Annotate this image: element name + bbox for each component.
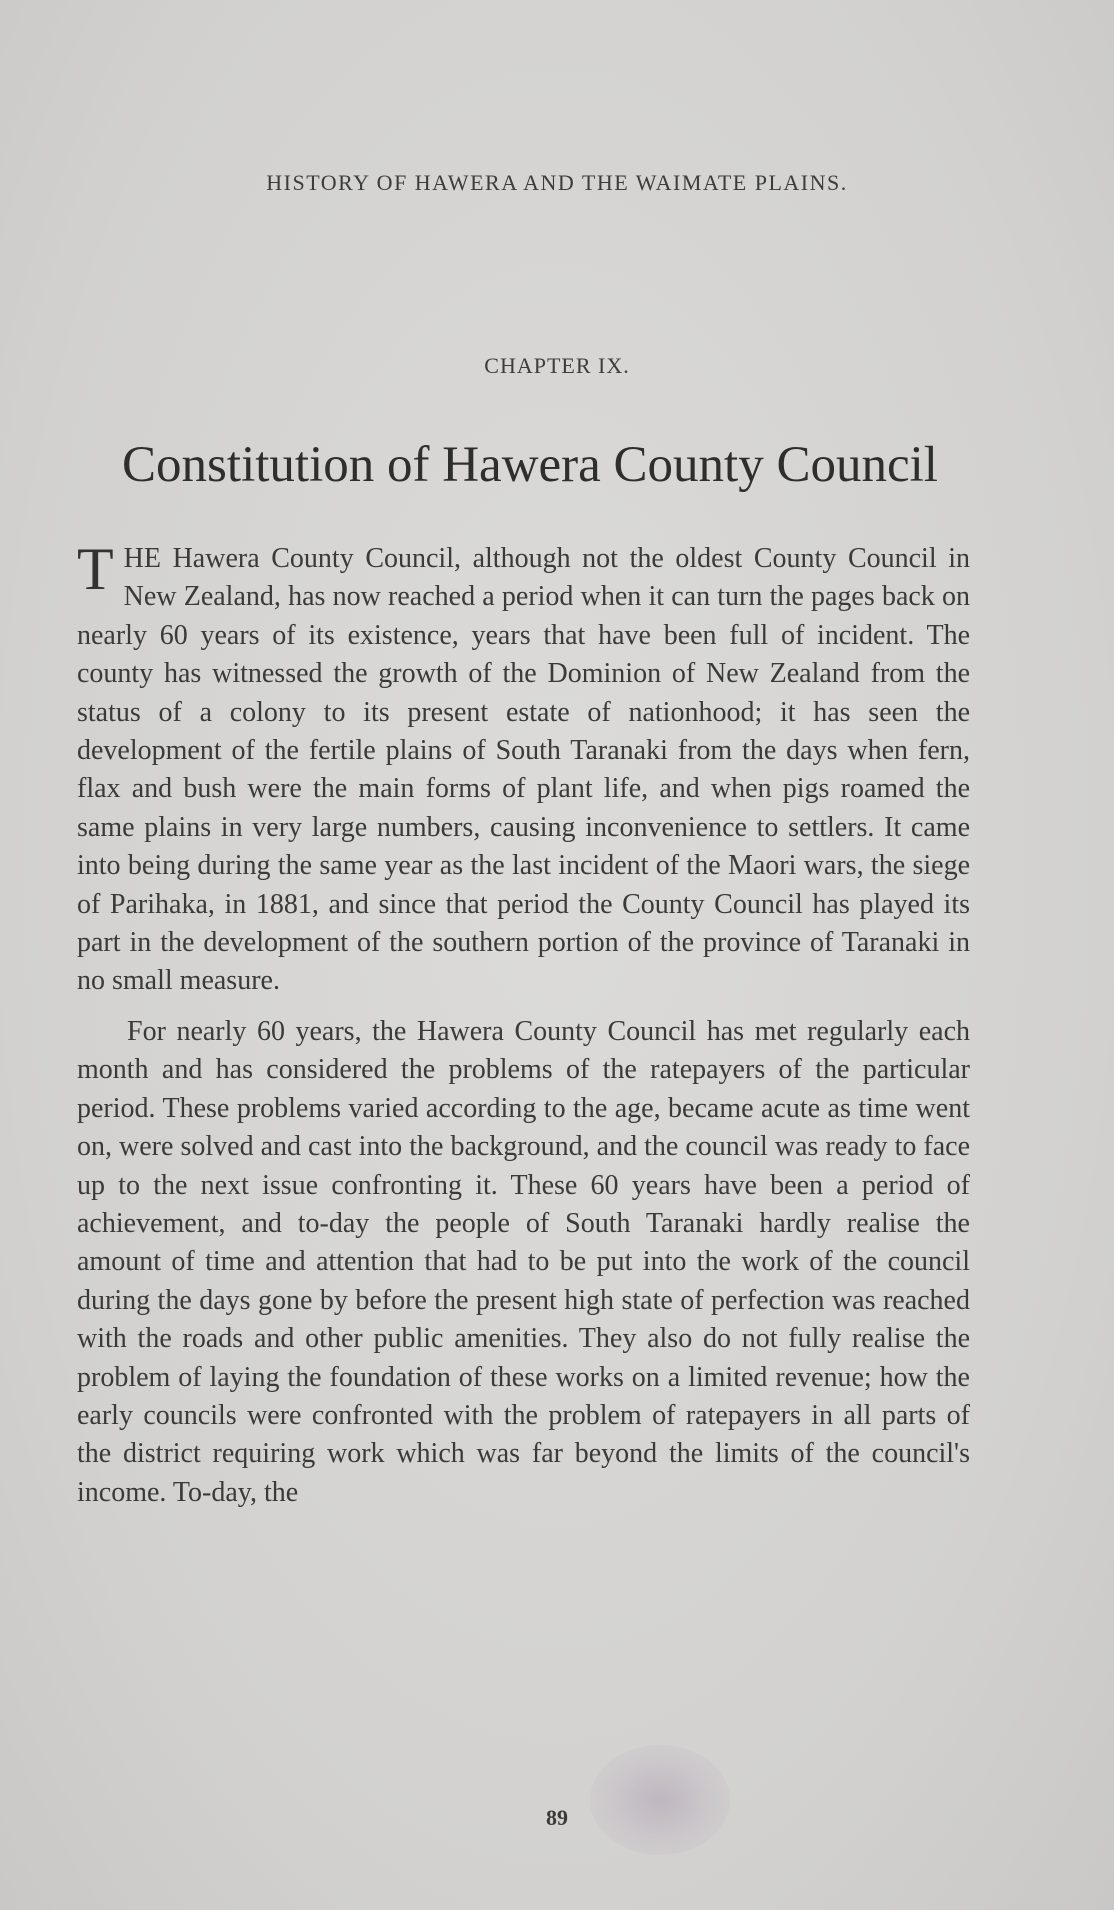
paper-stain	[590, 1745, 730, 1855]
paragraph-1-text: HE Hawera County Council, although not the oldest County Council in New Zealand, has now reached a period when it can turn the pages back on nearly 60 years of its existence, years that have been full of incident. The county has witnessed the growth of the Dominion of New Zealand from the status of a colony to its present estate of nationhood; it has seen the development of the fertile plains of South Taranaki from the days when fern, flax and bush were the main forms of plant life, and when pigs roamed the same plains in very large numbers, causing inconvenience to settlers. It came into being during the same year as the last incident of the Maori wars, the siege of Parihaka, in 1881, and since that period the County Council has played its part in the development of the southern portion of the province of Taranaki in no small measure.	[77, 543, 970, 997]
chapter-title: Constitution of Hawera County Council	[122, 437, 938, 493]
paragraph-1	[77, 536, 970, 1001]
chapter-label: CHAPTER IX.	[484, 353, 630, 378]
page-number: 89	[546, 1805, 568, 1830]
running-head: HISTORY OF HAWERA AND THE WAIMATE PLAINS.	[266, 170, 848, 195]
body-text	[77, 536, 970, 1512]
paragraph-2: For nearly 60 years, the Hawera County Council has met regularly each month and has considered the problems of the ratepayers of the particular period. These problems varied according to the age, became acute as time went on, were solved and cast into the background, and the council was ready to face up to the next issue confronting it. These 60 years have been a period of achievement, and to-day the people of South Taranaki hardly realise the amount of time and attention that had to be put into the work of the council during the days gone by before the present high state of perfection was reached with the roads and other public amenities. They also do not fully realise the problem of laying the foundation of these works on a limited revenue; how the early councils were confronted with the problem of ratepayers in all parts of the district requiring work which was far beyond the limits of the council's income. To-day, the	[77, 1015, 970, 1508]
drop-cap: T	[77, 536, 114, 602]
